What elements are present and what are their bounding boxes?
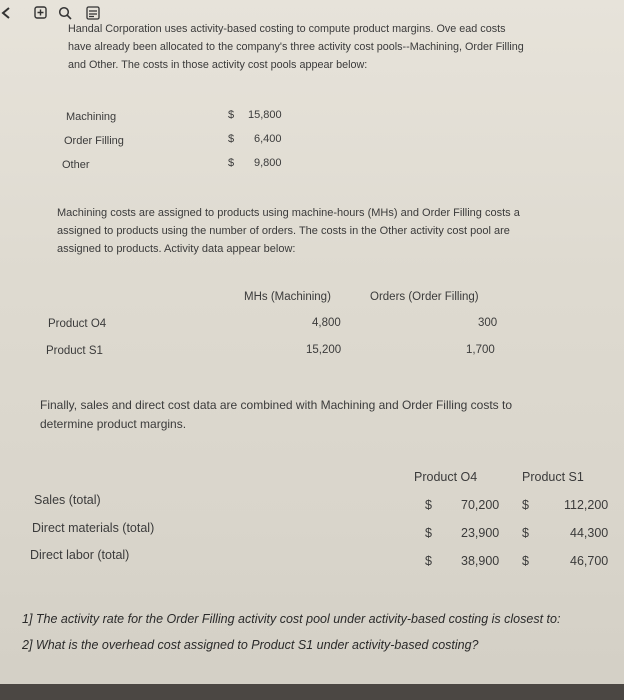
- sales-currency: $: [425, 526, 432, 540]
- assignment-paragraph: [57, 204, 520, 258]
- sales-value: 38,900: [461, 554, 500, 568]
- final-line: Finally, sales and direct cost data are combined with Machining and Order Filling costs to: [40, 398, 513, 412]
- cost-pool-currency: $: [228, 109, 235, 121]
- assignment-line: assigned to products using the number of orders. The costs in the Other activity cost pool are: [57, 225, 510, 237]
- sales-value: 44,300: [570, 526, 609, 540]
- intro-line: have already been allocated to the company's three activity cost pools--Machining, Order Filling: [68, 41, 524, 53]
- assignment-line: Machining costs are assigned to products using machine-hours (MHs) and Order Filling costs a: [57, 207, 520, 219]
- final-line: determine product margins.: [40, 417, 187, 431]
- assignment-line: assigned to products. Activity data appear below:: [57, 243, 296, 255]
- cost-pool-currency: $: [228, 157, 235, 169]
- intro-line: and Other. The costs in those activity cost pools appear below:: [68, 59, 368, 71]
- activity-mhs-value: 4,800: [312, 317, 341, 329]
- cost-pool-amount: 9,800: [254, 157, 282, 169]
- cost-pool-label: Other: [62, 159, 90, 171]
- sales-row-label: Direct materials (total): [32, 521, 155, 535]
- final-paragraph: [40, 396, 512, 434]
- cost-pool-currency: $: [228, 133, 235, 145]
- sales-currency: $: [522, 526, 529, 540]
- sales-value: 112,200: [564, 498, 609, 512]
- activity-product-label: Product S1: [46, 345, 103, 357]
- activity-header-mhs: MHs (Machining): [244, 291, 331, 303]
- sales-currency: $: [522, 498, 529, 512]
- cost-pool-amount: 6,400: [254, 133, 282, 145]
- sales-value: 70,200: [461, 498, 500, 512]
- cost-pool-label: Machining: [66, 111, 117, 123]
- intro-paragraph: [68, 20, 524, 74]
- add-page-icon[interactable]: [34, 6, 47, 22]
- sales-header-o4: Product O4: [414, 470, 478, 484]
- cost-pool-amount: 15,800: [248, 109, 282, 121]
- bottom-edge: [0, 684, 624, 700]
- activity-product-label: Product O4: [48, 318, 107, 330]
- activity-orders-value: 300: [478, 317, 498, 329]
- activity-orders-value: 1,700: [466, 344, 495, 356]
- sales-row-label: Direct labor (total): [30, 548, 130, 562]
- sales-currency: $: [425, 554, 432, 568]
- sales-header-s1: Product S1: [522, 470, 584, 484]
- back-icon[interactable]: [0, 6, 12, 23]
- activity-mhs-value: 15,200: [306, 344, 342, 356]
- intro-line: Handal Corporation uses activity-based costing to compute product margins. Ove ead costs: [68, 23, 506, 35]
- sales-currency: $: [425, 498, 432, 512]
- activity-header-orders: Orders (Order Filling): [370, 291, 479, 303]
- question-1: 1] The activity rate for the Order Filling activity cost pool under activity-based costing is closest to:: [22, 612, 561, 626]
- cost-pool-label: Order Filling: [64, 135, 124, 147]
- question-2: 2] What is the overhead cost assigned to Product S1 under activity-based costing?: [22, 638, 479, 652]
- sales-value: 46,700: [570, 554, 609, 568]
- sales-currency: $: [522, 554, 529, 568]
- sales-row-label: Sales (total): [34, 493, 101, 507]
- sales-value: 23,900: [461, 526, 500, 540]
